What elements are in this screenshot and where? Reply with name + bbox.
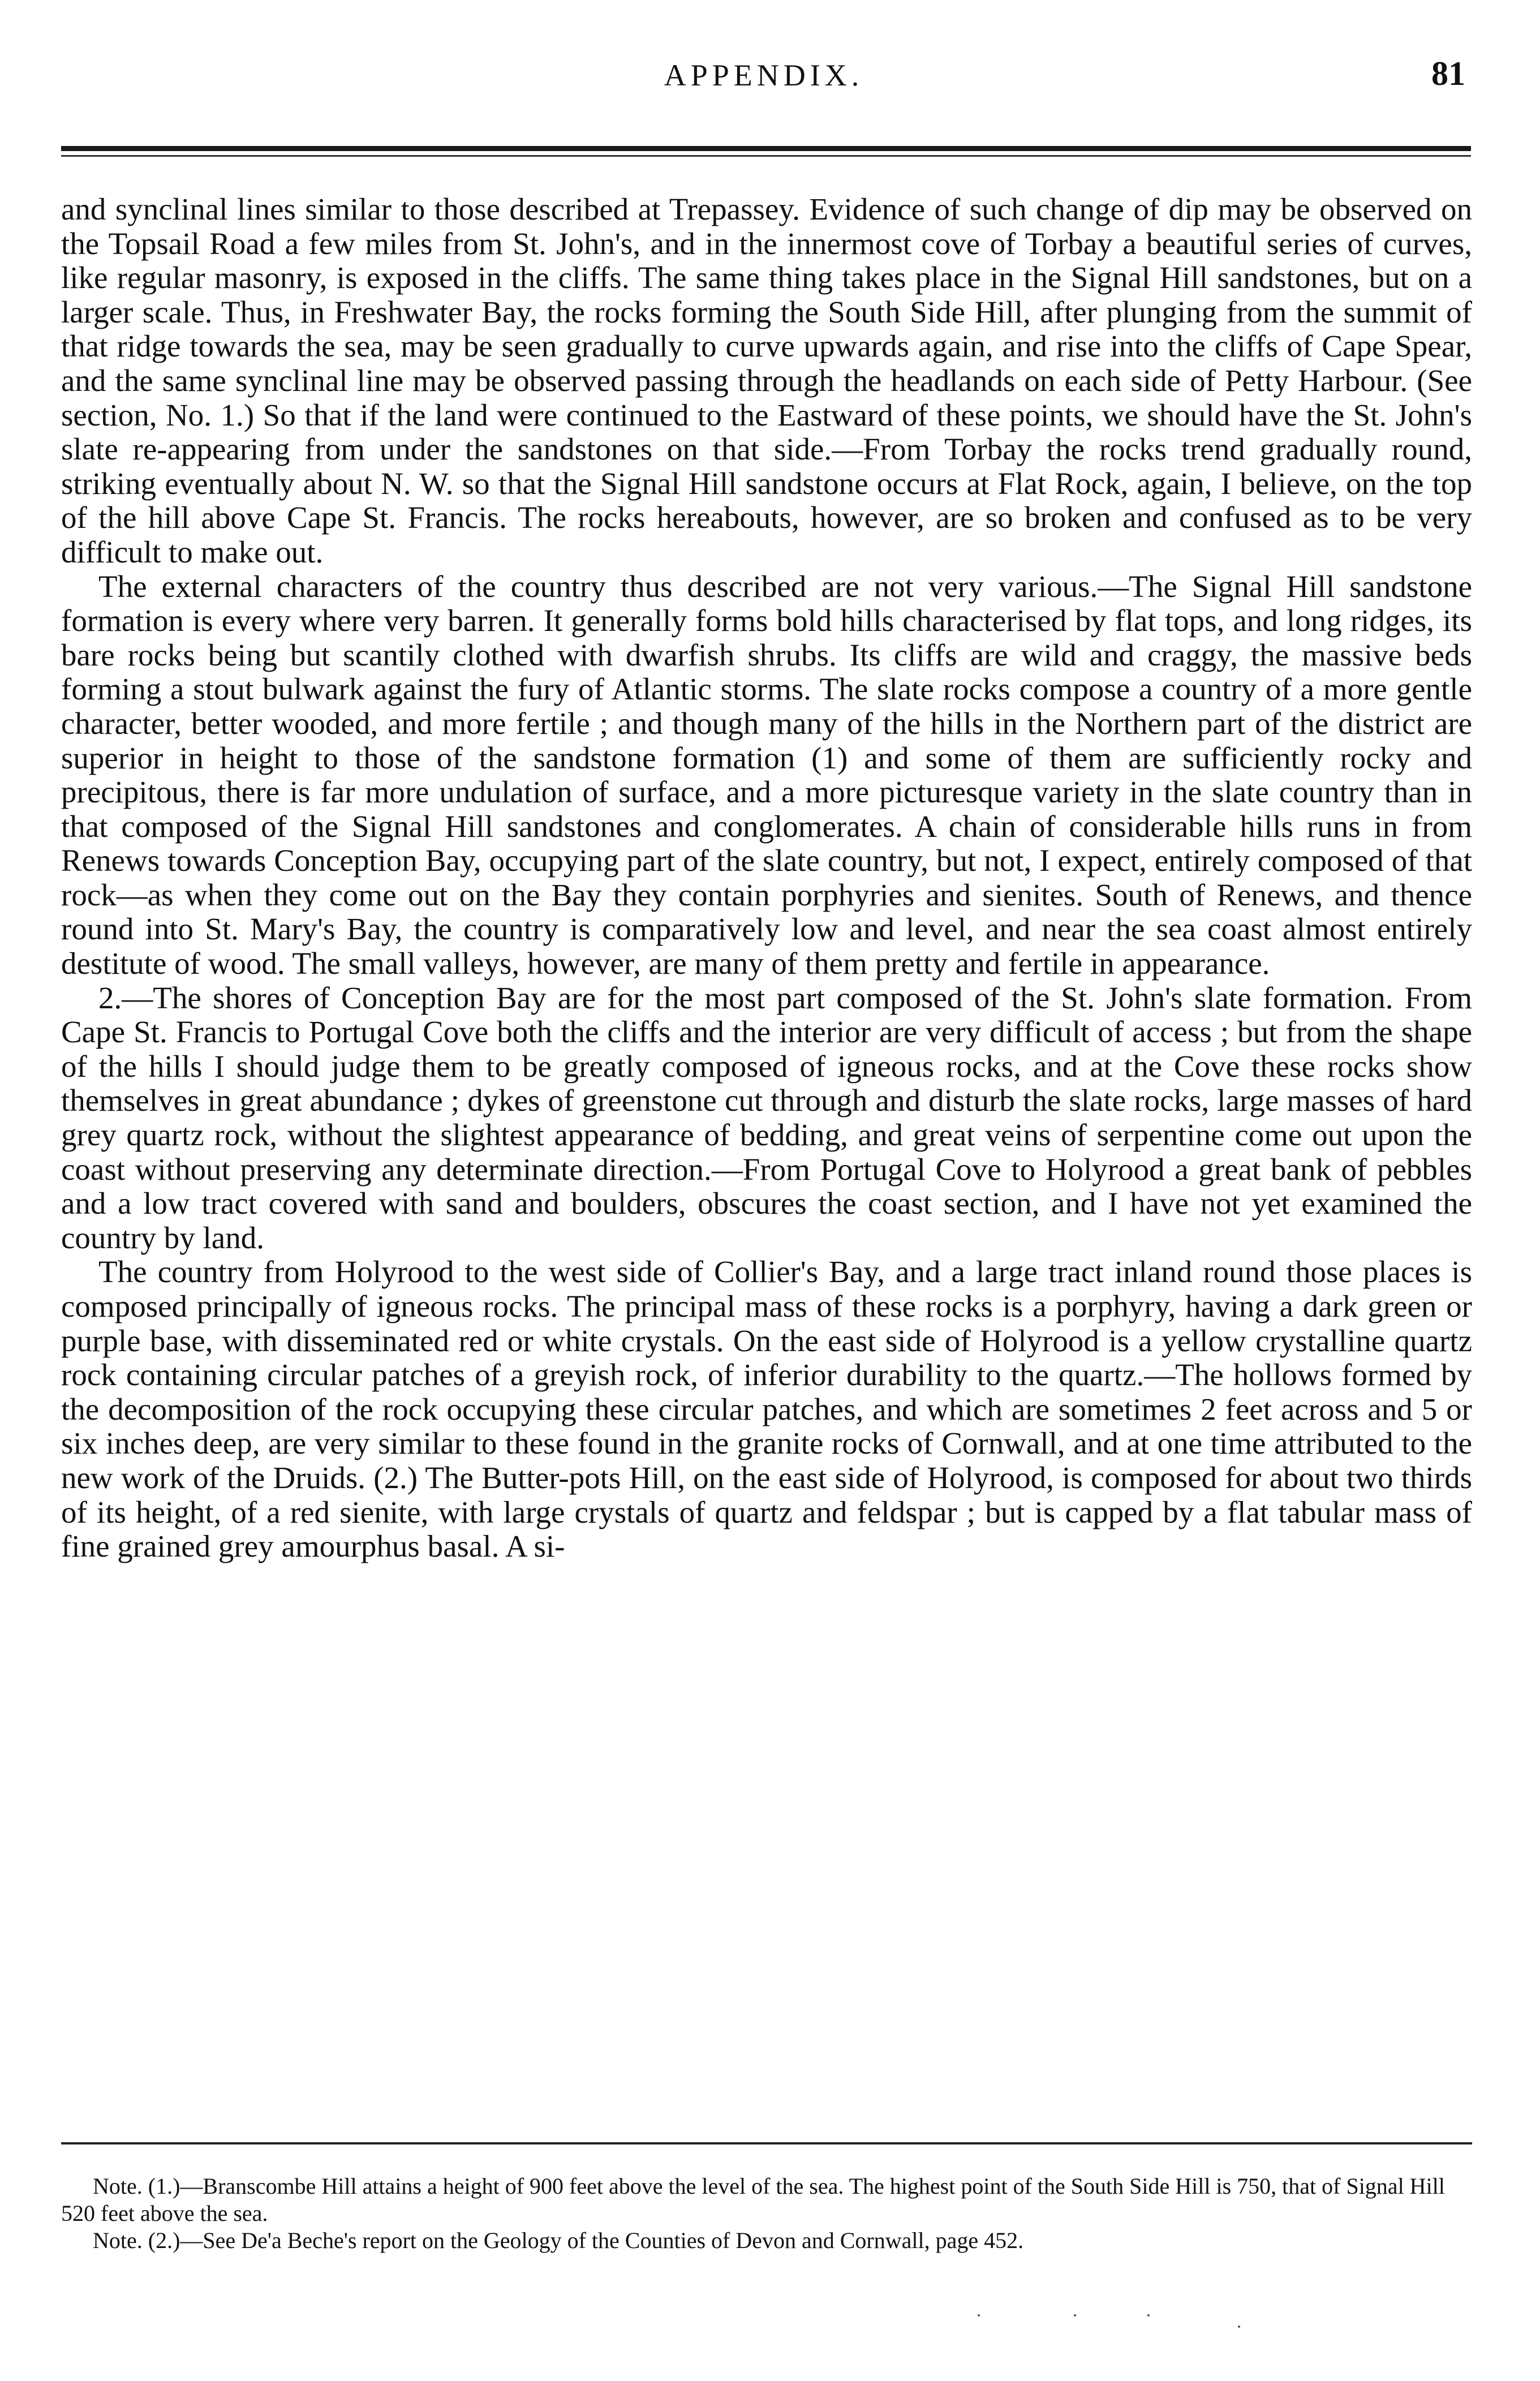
footnotes	[61, 2173, 1472, 2254]
paragraph-1: and synclinal lines similar to those described at Trepassey. Evidence of such change of dip may be observed on the Topsail Road a few miles from St. John's, and in the innermost cove of Torbay a beautiful series of curves, like regular masonry, is exposed in the cliffs. The same thing takes place in the Signal Hill sandstones, but on a larger scale. Thus, in Freshwater Bay, the rocks forming the South Side Hill, after plunging from the summit of that ridge towards the sea, may be seen gradually to curve upwards again, and rise into the cliffs of Cape Spear, and the same synclinal line may be observed passing through the headlands on each side of Petty Harbour. (See section, No. 1.) So that if the land were continued to the Eastward of these points, we should have the St. John's slate re-appearing from under the sandstones on that side.—From Torbay the rocks trend gradually round, striking eventually about N. W. so that the Signal Hill sandstone occurs at Flat Rock, again, I believe, on the top of the hill above Cape St. Francis. The rocks hereabouts, however, are so broken and confused as to be very difficult to make out.	[61, 192, 1472, 569]
running-title: APPENDIX.	[664, 58, 864, 92]
header-rule-thin	[61, 155, 1471, 157]
body-text	[61, 192, 1472, 1564]
print-specks	[61, 2303, 1472, 2337]
speck	[1147, 2314, 1150, 2316]
page-number: 81	[1431, 55, 1465, 92]
paragraph-4: The country from Holyrood to the west side of Collier's Bay, and a large tract inland round those places is composed principally of igneous rocks. The principal mass of these rocks is a porphyry, having a dark green or purple base, with disseminated red or white crystals. On the east side of Holyrood is a yellow crystalline quartz rock containing circular patches of a greyish rock, of inferior durability to the quartz.—The hollows formed by the decomposition of the rock occupying these circular patches, and which are sometimes 2 feet across and 5 or six inches deep, are very similar to these found in the granite rocks of Cornwall, and at one time attributed to the new work of the Druids. (2.) The Butter-pots Hill, on the east side of Holyrood, is composed for about two thirds of its height, of a red sienite, with large crystals of quartz and feldspar ; but is capped by a flat tabular mass of fine grained grey amourphus basal. A si-	[61, 1254, 1472, 1564]
footnote-rule	[61, 2142, 1472, 2144]
speck	[1074, 2314, 1076, 2316]
paragraph-3: 2.—The shores of Conception Bay are for the most part composed of the St. John's slate formation. From Cape St. Francis to Portugal Cove both the cliffs and the interior are very difficult of access ; but from the shape of the hills I should judge them to be greatly composed of igneous rocks, and at the Cove these rocks show themselves in great abundance ; dykes of greenstone cut through and disturb the slate rocks, large masses of hard grey quartz rock, without the slightest appearance of bedding, and great veins of serpentine come out upon the coast without preserving any determinate direction.—From Portugal Cove to Holyrood a great bank of pebbles and a low tract covered with sand and boulders, obscures the coast section, and I have not yet examined the country by land.	[61, 980, 1472, 1255]
footnote-1: Note. (1.)—Branscombe Hill attains a height of 900 feet above the level of the sea. The highest point of the South Side Hill is 750, that of Signal Hill 520 feet above the sea.	[61, 2173, 1445, 2226]
speck	[978, 2314, 980, 2316]
footnote-2: Note. (2.)—See De'a Beche's report on the Geology of the Counties of Devon and Cornwall, page 452.	[93, 2228, 1024, 2253]
paragraph-2: The external characters of the country thus described are not very various.—The Signal Hill sandstone formation is every where very barren. It generally forms bold hills characterised by flat tops, and long ridges, its bare rocks being but scantily clothed with dwarfish shrubs. Its cliffs are wild and craggy, the massive beds forming a stout bulwark against the fury of Atlantic storms. The slate rocks compose a country of a more gentle character, better wooded, and more fertile ; and though many of the hills in the Northern part of the district are superior in height to those of the sandstone formation (1) and some of them are sufficiently rocky and precipitous, there is far more undulation of surface, and a more picturesque variety in the slate country than in that composed of the Signal Hill sandstones and conglomerates. A chain of considerable hills runs in from Renews towards Conception Bay, occupying part of the slate country, but not, I expect, entirely composed of that rock—as when they come out on the Bay they contain porphyries and sienites. South of Renews, and thence round into St. Mary's Bay, the country is comparatively low and level, and near the sea coast almost entirely destitute of wood. The small valleys, however, are many of them pretty and fertile in appearance.	[61, 569, 1472, 981]
header-rule-thick	[61, 146, 1471, 151]
speck	[1238, 2326, 1240, 2328]
running-head	[62, 52, 1465, 103]
